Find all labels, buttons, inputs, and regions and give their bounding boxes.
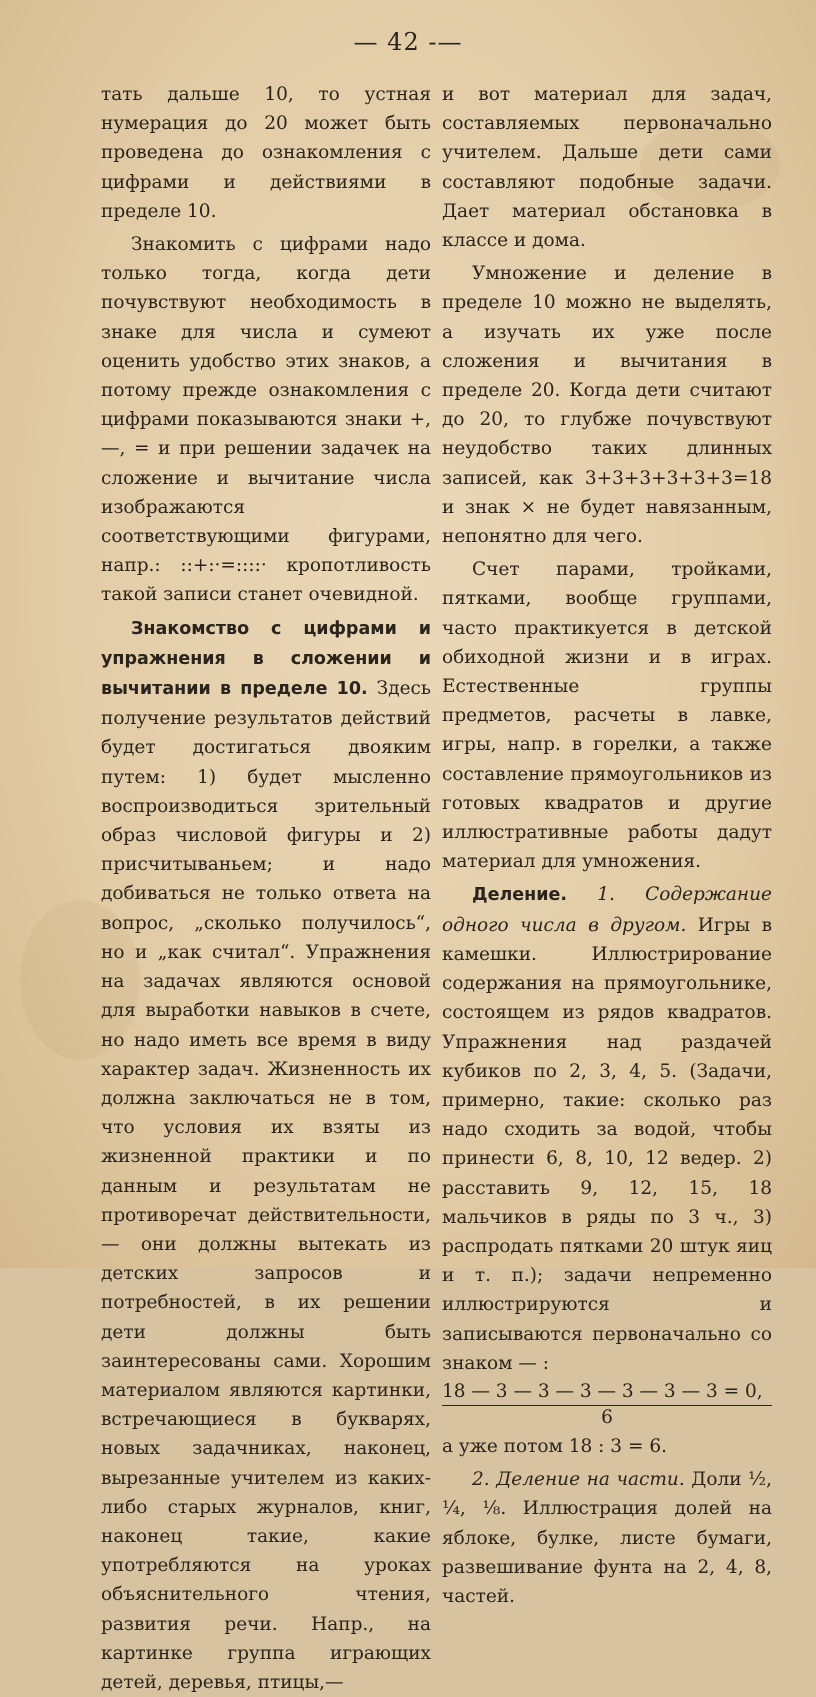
paragraph: и вот материал для задач, составляемых первоначально учителем. Дальше дети сами составляют подобные задачи. Дает материал обстановка в классе и дома. (442, 84, 772, 252)
formula-numerator: 18 — 3 — 3 — 3 — 3 — 3 — 3 = 0, (442, 1378, 772, 1406)
paragraph: тать дальше 10, то устная нумерация до 20 может быть проведена до ознакомления с цифрами и действиями в пределе 10. (101, 84, 431, 222)
right-column (442, 80, 772, 1611)
section-heading: Знакомство с цифрами и упражнения в сложении и вычитании в пределе 10. (101, 618, 431, 700)
section-paragraph (101, 614, 431, 1697)
division-subheading: 1. Содержание одного числа в другом. (442, 884, 772, 936)
paragraph: а уже потом 18 : 3 = 6. (442, 1435, 667, 1457)
paragraph: Знакомить с цифрами надо только тогда, когда дети почувствуют необходимость в знаке для числа и сумеют оценить удобство этих знаков, а потому прежде ознакомления с цифрами показываются знаки +, —, = и при решении задачек на сложение и вычитание числа изображаются соответствующими фигурами, напр.: ::+:·=::::· кропотливость такой записи станет очевидной. (101, 234, 431, 606)
division-paragraph (442, 880, 772, 1377)
left-column (101, 80, 431, 1697)
page-number: — 42 -— (353, 28, 463, 56)
paragraph: Умножение и деление в пределе 10 можно не выделять, а изучать их уже после сложения и вычитания в пределе 20. Когда дети считают до 20, то глубже почувствуют неудобство таких длинных записей, как 3+3+3+3+3+3=18 и знак × не будет навязанным, непонятно для чего. (442, 263, 772, 548)
paragraph-body: Здесь получение результатов действий будет достигаться двояким путем: 1) будет мысленно воспроизводиться зрительный образ числовой фигуры и 2) присчитываньем; и надо добиваться не только ответа на вопрос, „сколько получилось“, но и „как считал“. Упражнения на задачах являются основой для выработки навыков в счете, но надо иметь все время в виду характер задач. Жизненность их должна заключаться не в том, что условия их взяты из жизненной практики и по данным и результатам не противоречат действительности, — они должны вытекать из детских запросов и потребностей, в их решении дети должны быть заинтересованы сами. Хорошим материалом являются картинки, встречающиеся в букварях, новых задачниках, наконец, вырезанные учителем из каких-либо старых журналов, книг, наконец такие, какие употребляются на уроках объяснительного чтения, развития речи. Напр., на картинке группа играющих детей, деревья, птицы,— (101, 678, 431, 1693)
fractions-heading: 2. Деление на части. (472, 1469, 685, 1491)
paragraph: Счет парами, тройками, пятками, вообще группами, часто практикуется в детской обиходной жизни и в играх. Естественные группы предметов, расчеты в лавке, игры, напр. в горелки, а также составление прямоугольников из готовых квадратов и другие иллюстративные работы дадут материал для умножения. (442, 559, 772, 873)
division-formula (442, 1378, 772, 1430)
paragraph-body: Доли ½, ¼, ⅛. Иллюстрация долей на яблоке, булке, листе бумаги, развешивание фунта на 2, 4, 8, частей. (442, 1469, 772, 1607)
division-heading: Деление. (472, 885, 568, 906)
formula-denominator: 6 (601, 1406, 613, 1428)
fractions-paragraph (442, 1465, 772, 1611)
paragraph-body: Игры в камешки. Иллюстрирование содержания на прямоугольнике, состоящем из рядов квадратов. Упражнения над раздачей кубиков по 2, 3, 4, 5. (Задачи, примерно, такие: сколько раз надо сходить за водой, чтобы принести 6, 8, 10, 12 ведер. 2) расставить 9, 12, 15, 18 мальчиков в ряды по 3 ч., 3) распродать пятками 20 штук яиц и т. п.); задачи непременно иллюстрируются и записываются первоначально со знаком — : (442, 914, 772, 1374)
